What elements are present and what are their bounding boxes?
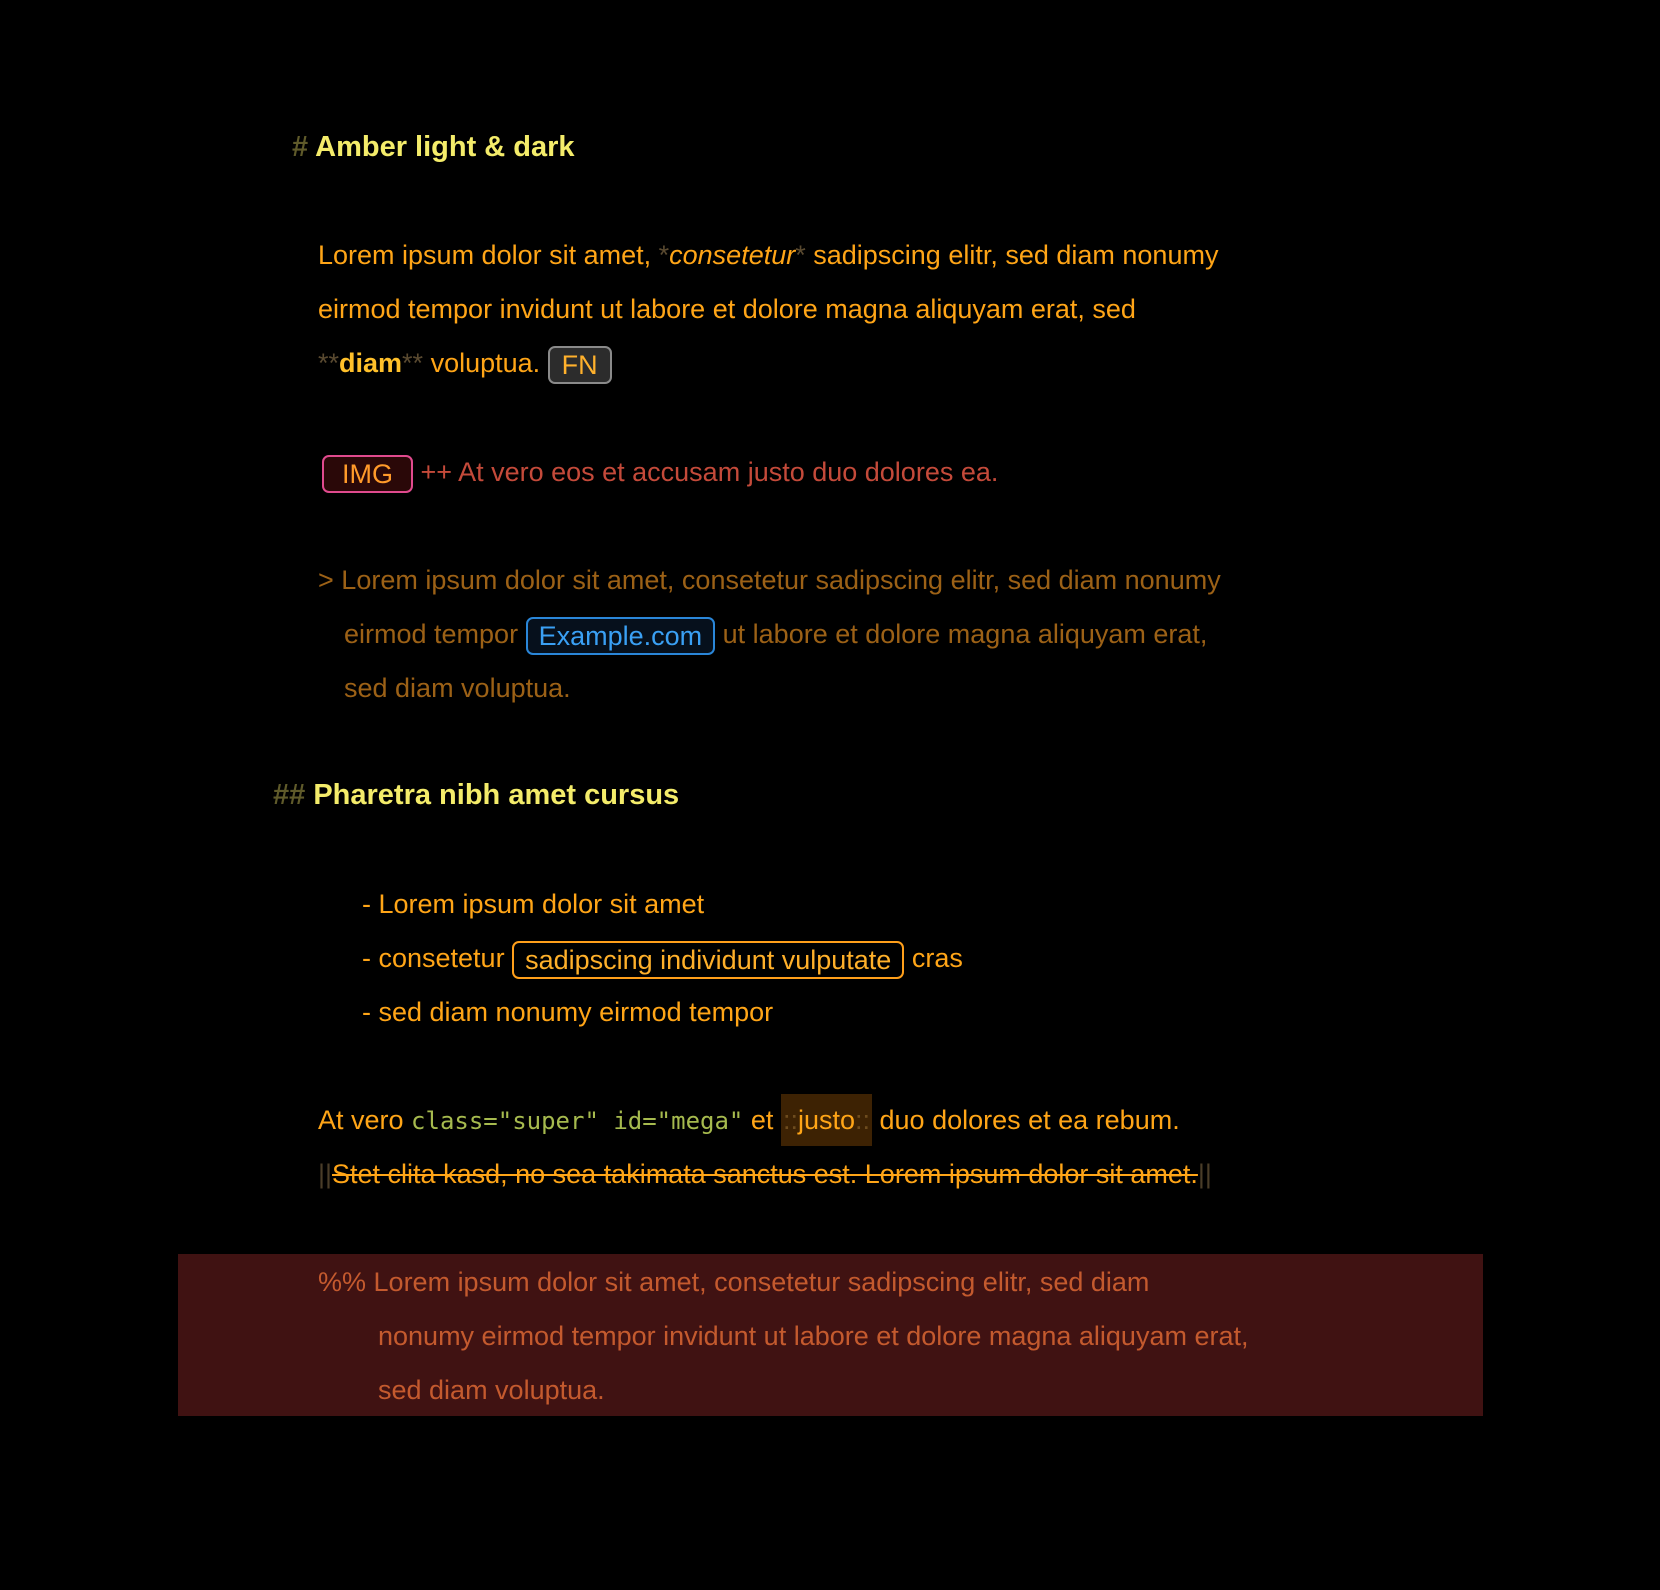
paragraph-1-line-3 — [318, 336, 612, 390]
emphasis-marker: * — [795, 240, 806, 270]
blockquote-line-3: sed diam voluptua. — [344, 673, 571, 703]
comment-marker: %% — [318, 1267, 367, 1297]
text-run: duo dolores et ea rebum. — [872, 1105, 1180, 1135]
keyboard-span — [781, 1094, 872, 1146]
heading-1 — [292, 120, 575, 174]
highlight-badge[interactable]: sadipscing individunt vulputate — [512, 941, 904, 979]
strong-text: diam — [339, 348, 403, 378]
text-run: - consetetur — [362, 943, 513, 973]
paragraph-2-line-2 — [318, 1147, 1212, 1201]
comment-line-3: sed diam voluptua. — [378, 1375, 605, 1405]
image-line — [322, 445, 998, 499]
strike-marker: || — [318, 1159, 333, 1189]
comment-line-1 — [318, 1255, 1149, 1309]
heading-2-marker: ## — [273, 779, 306, 811]
strikethrough-text: Stet clita kasd, no sea takimata sanctus est. Lorem ipsum dolor sit amet. — [332, 1159, 1198, 1189]
kbd-text: justo — [797, 1105, 855, 1135]
heading-2-text: Pharetra nibh amet cursus — [313, 779, 680, 811]
heading-1-text: Amber light & dark — [315, 131, 575, 163]
emphasis-marker: * — [658, 240, 670, 270]
blockquote-line-1 — [318, 553, 1221, 607]
footnote-badge[interactable]: FN — [548, 346, 612, 384]
list-item — [362, 931, 963, 985]
kbd-marker: :: — [782, 1105, 798, 1135]
image-caption: ++ At vero eos et accusam justo duo dolores ea. — [420, 457, 999, 487]
strike-marker: || — [1197, 1159, 1212, 1189]
text-run: Lorem ipsum dolor sit amet, — [318, 240, 659, 270]
text-run: eirmod tempor — [344, 619, 526, 649]
paragraph-1-line-2: eirmod tempor invidunt ut labore et dolore magna aliquyam erat, sed — [318, 294, 1136, 324]
emphasis-text: consetetur — [669, 240, 796, 270]
paragraph-2-line-1 — [318, 1093, 1180, 1147]
heading-1-marker: # — [292, 131, 309, 163]
text-run: Lorem ipsum dolor sit amet, consetetur sadipscing elitr, sed diam — [373, 1267, 1150, 1297]
text-run: cras — [904, 943, 963, 973]
heading-2 — [273, 768, 679, 822]
text-run: At vero — [318, 1105, 412, 1135]
text-run: ut labore et dolore magna aliquyam erat, — [715, 619, 1208, 649]
link-example[interactable]: Example.com — [526, 617, 716, 655]
text-run: Lorem ipsum dolor sit amet, consetetur sadipscing elitr, sed diam nonumy — [341, 565, 1221, 595]
kbd-marker: :: — [855, 1105, 871, 1135]
list-item: - sed diam nonumy eirmod tempor — [362, 997, 774, 1027]
text-run: et — [750, 1105, 781, 1135]
list-item: - Lorem ipsum dolor sit amet — [362, 889, 705, 919]
comment-line-2: nonumy eirmod tempor invidunt ut labore et dolore magna aliquyam erat, — [378, 1321, 1249, 1351]
image-badge[interactable]: IMG — [322, 455, 413, 493]
blockquote-line-2 — [344, 607, 1207, 661]
text-run: sadipscing elitr, sed diam nonumy — [805, 240, 1219, 270]
strong-marker: ** — [318, 348, 340, 378]
blockquote-marker: > — [318, 565, 334, 595]
strong-marker: ** — [402, 348, 424, 378]
text-run: voluptua. — [423, 348, 541, 378]
inline-code: class="super" id="mega" — [411, 1107, 744, 1135]
paragraph-1-line-1 — [318, 228, 1218, 282]
